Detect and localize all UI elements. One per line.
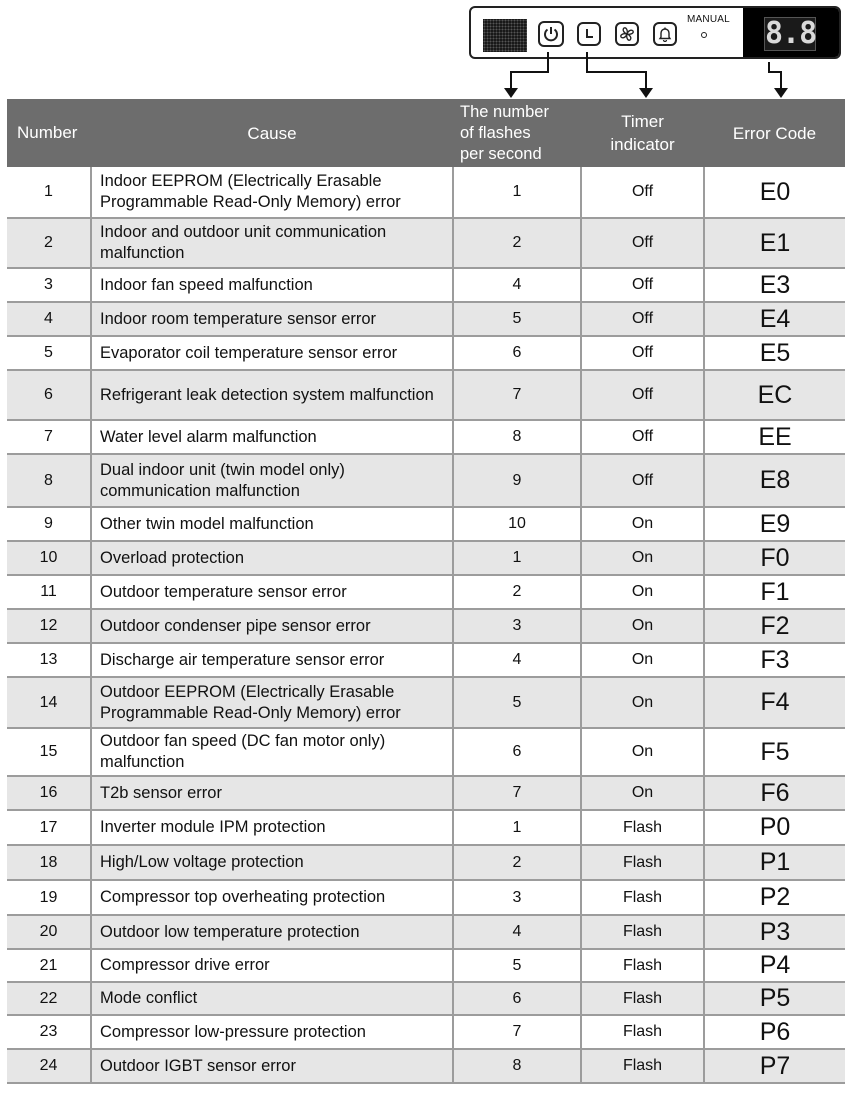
row-flashes: 7 <box>453 1015 581 1049</box>
header-cause: Cause <box>91 99 453 167</box>
row-timer-indicator: Off <box>581 218 704 268</box>
row-timer-indicator: Off <box>581 336 704 370</box>
row-error-code: P3 <box>704 915 845 949</box>
row-flashes: 6 <box>453 982 581 1015</box>
row-cause: Outdoor IGBT sensor error <box>91 1049 453 1083</box>
manual-label: MANUAL <box>687 14 730 25</box>
row-timer-indicator: Flash <box>581 915 704 949</box>
row-cause: Outdoor condenser pipe sensor error <box>91 609 453 643</box>
row-timer-indicator: Flash <box>581 1015 704 1049</box>
row-flashes: 5 <box>453 677 581 728</box>
row-flashes: 1 <box>453 810 581 845</box>
row-number: 18 <box>7 845 91 880</box>
row-error-code: P1 <box>704 845 845 880</box>
row-cause: Compressor top overheating protection <box>91 880 453 915</box>
row-flashes: 10 <box>453 507 581 541</box>
row-number: 19 <box>7 880 91 915</box>
row-number: 24 <box>7 1049 91 1083</box>
row-flashes: 4 <box>453 268 581 302</box>
row-error-code: E8 <box>704 454 845 507</box>
row-error-code: F1 <box>704 575 845 609</box>
header-flashes <box>453 99 581 167</box>
row-flashes: 5 <box>453 949 581 982</box>
row-timer-indicator: On <box>581 643 704 677</box>
table-row <box>7 776 845 810</box>
row-flashes: 9 <box>453 454 581 507</box>
timer-arrow-line <box>587 52 646 91</box>
row-flashes: 8 <box>453 420 581 454</box>
table-row <box>7 167 845 218</box>
row-error-code: F3 <box>704 643 845 677</box>
table-row <box>7 1015 845 1049</box>
table-row <box>7 1049 845 1083</box>
row-error-code: P7 <box>704 1049 845 1083</box>
row-error-code: E5 <box>704 336 845 370</box>
row-cause: Outdoor EEPROM (Electrically Erasable Programmable Read-Only Memory) error <box>91 677 453 728</box>
row-error-code: E0 <box>704 167 845 218</box>
row-number: 17 <box>7 810 91 845</box>
code-arrow-line <box>769 62 781 91</box>
table-row <box>7 507 845 541</box>
table-row <box>7 880 845 915</box>
row-number: 4 <box>7 302 91 336</box>
table-row <box>7 845 845 880</box>
row-number: 13 <box>7 643 91 677</box>
row-timer-indicator: Off <box>581 370 704 420</box>
header-flashes-line1: The number <box>460 102 549 121</box>
row-timer-indicator: Flash <box>581 1049 704 1083</box>
table-row <box>7 218 845 268</box>
row-cause: Discharge air temperature sensor error <box>91 643 453 677</box>
row-timer-indicator: Flash <box>581 845 704 880</box>
row-cause: Inverter module IPM protection <box>91 810 453 845</box>
row-number: 12 <box>7 609 91 643</box>
row-number: 5 <box>7 336 91 370</box>
row-cause: Compressor low-pressure protection <box>91 1015 453 1049</box>
row-timer-indicator: Flash <box>581 949 704 982</box>
row-error-code: P4 <box>704 949 845 982</box>
row-error-code: F6 <box>704 776 845 810</box>
row-timer-indicator: Off <box>581 268 704 302</box>
row-number: 2 <box>7 218 91 268</box>
row-cause: Indoor and outdoor unit communication malfunction <box>91 218 453 268</box>
table-row <box>7 268 845 302</box>
code-arrow-head <box>774 88 788 98</box>
row-cause: Mode conflict <box>91 982 453 1015</box>
row-cause: Compressor drive error <box>91 949 453 982</box>
row-cause: Indoor EEPROM (Electrically Erasable Programmable Read-Only Memory) error <box>91 167 453 218</box>
row-number: 8 <box>7 454 91 507</box>
row-error-code: P6 <box>704 1015 845 1049</box>
row-error-code: E1 <box>704 218 845 268</box>
row-flashes: 3 <box>453 880 581 915</box>
row-number: 9 <box>7 507 91 541</box>
table-row <box>7 575 845 609</box>
row-number: 15 <box>7 728 91 776</box>
row-error-code: P0 <box>704 810 845 845</box>
table-row <box>7 541 845 575</box>
row-timer-indicator: On <box>581 541 704 575</box>
row-timer-indicator: On <box>581 776 704 810</box>
row-number: 3 <box>7 268 91 302</box>
row-flashes: 4 <box>453 915 581 949</box>
header-number: Number <box>7 99 91 167</box>
row-cause: Other twin model malfunction <box>91 507 453 541</box>
row-number: 1 <box>7 167 91 218</box>
row-error-code: F0 <box>704 541 845 575</box>
row-flashes: 5 <box>453 302 581 336</box>
row-cause: Indoor fan speed malfunction <box>91 268 453 302</box>
flashes-arrow-head <box>504 88 518 98</box>
table-row <box>7 915 845 949</box>
table-row <box>7 420 845 454</box>
row-number: 20 <box>7 915 91 949</box>
row-cause: Dual indoor unit (twin model only) communication malfunction <box>91 454 453 507</box>
header-timer-line2: indicator <box>610 135 675 154</box>
row-cause: Evaporator coil temperature sensor error <box>91 336 453 370</box>
row-timer-indicator: Off <box>581 167 704 218</box>
row-timer-indicator: On <box>581 609 704 643</box>
header-flashes-line2: of flashes <box>460 123 531 142</box>
table-body <box>7 167 845 1083</box>
row-cause: T2b sensor error <box>91 776 453 810</box>
row-timer-indicator: Off <box>581 420 704 454</box>
header-flashes-line3: per second <box>460 144 542 163</box>
header-timer-line1: Timer <box>621 112 664 131</box>
row-number: 11 <box>7 575 91 609</box>
row-number: 6 <box>7 370 91 420</box>
table-row <box>7 949 845 982</box>
row-flashes: 7 <box>453 370 581 420</box>
row-error-code: E4 <box>704 302 845 336</box>
table-row <box>7 370 845 420</box>
row-flashes: 2 <box>453 575 581 609</box>
row-timer-indicator: Flash <box>581 982 704 1015</box>
row-error-code: F2 <box>704 609 845 643</box>
row-timer-indicator: On <box>581 677 704 728</box>
row-number: 14 <box>7 677 91 728</box>
row-error-code: P2 <box>704 880 845 915</box>
table-row <box>7 609 845 643</box>
row-timer-indicator: On <box>581 728 704 776</box>
row-timer-indicator: On <box>581 575 704 609</box>
row-error-code: F4 <box>704 677 845 728</box>
row-flashes: 2 <box>453 845 581 880</box>
row-flashes: 8 <box>453 1049 581 1083</box>
timer-arrow-head <box>639 88 653 98</box>
row-number: 22 <box>7 982 91 1015</box>
row-error-code: E9 <box>704 507 845 541</box>
row-error-code: F5 <box>704 728 845 776</box>
row-flashes: 1 <box>453 167 581 218</box>
table-row <box>7 454 845 507</box>
indicator-arrows <box>0 0 860 100</box>
row-flashes: 1 <box>453 541 581 575</box>
table-header-row <box>7 99 845 167</box>
row-cause: High/Low voltage protection <box>91 845 453 880</box>
row-flashes: 2 <box>453 218 581 268</box>
table-row <box>7 336 845 370</box>
row-error-code: EE <box>704 420 845 454</box>
header-timer <box>581 99 704 167</box>
table-row <box>7 677 845 728</box>
row-error-code: EC <box>704 370 845 420</box>
row-flashes: 6 <box>453 336 581 370</box>
row-number: 16 <box>7 776 91 810</box>
row-flashes: 3 <box>453 609 581 643</box>
row-error-code: E3 <box>704 268 845 302</box>
row-timer-indicator: Flash <box>581 810 704 845</box>
row-number: 23 <box>7 1015 91 1049</box>
table-row <box>7 982 845 1015</box>
header-error-code: Error Code <box>704 99 845 167</box>
row-flashes: 7 <box>453 776 581 810</box>
row-cause: Outdoor temperature sensor error <box>91 575 453 609</box>
row-flashes: 4 <box>453 643 581 677</box>
row-cause: Outdoor fan speed (DC fan motor only) malfunction <box>91 728 453 776</box>
row-timer-indicator: Off <box>581 454 704 507</box>
table-row <box>7 302 845 336</box>
row-cause: Water level alarm malfunction <box>91 420 453 454</box>
row-cause: Outdoor low temperature protection <box>91 915 453 949</box>
row-cause: Overload protection <box>91 541 453 575</box>
row-timer-indicator: On <box>581 507 704 541</box>
table-row <box>7 728 845 776</box>
row-number: 7 <box>7 420 91 454</box>
row-timer-indicator: Off <box>581 302 704 336</box>
row-timer-indicator: Flash <box>581 880 704 915</box>
row-number: 10 <box>7 541 91 575</box>
flashes-arrow-line <box>511 52 548 91</box>
row-flashes: 6 <box>453 728 581 776</box>
seven-segment-display: 8.8 <box>765 16 817 51</box>
row-error-code: P5 <box>704 982 845 1015</box>
table-row <box>7 810 845 845</box>
row-number: 21 <box>7 949 91 982</box>
row-cause: Refrigerant leak detection system malfunction <box>91 370 453 420</box>
row-cause: Indoor room temperature sensor error <box>91 302 453 336</box>
error-code-table <box>7 99 845 1084</box>
table-row <box>7 643 845 677</box>
